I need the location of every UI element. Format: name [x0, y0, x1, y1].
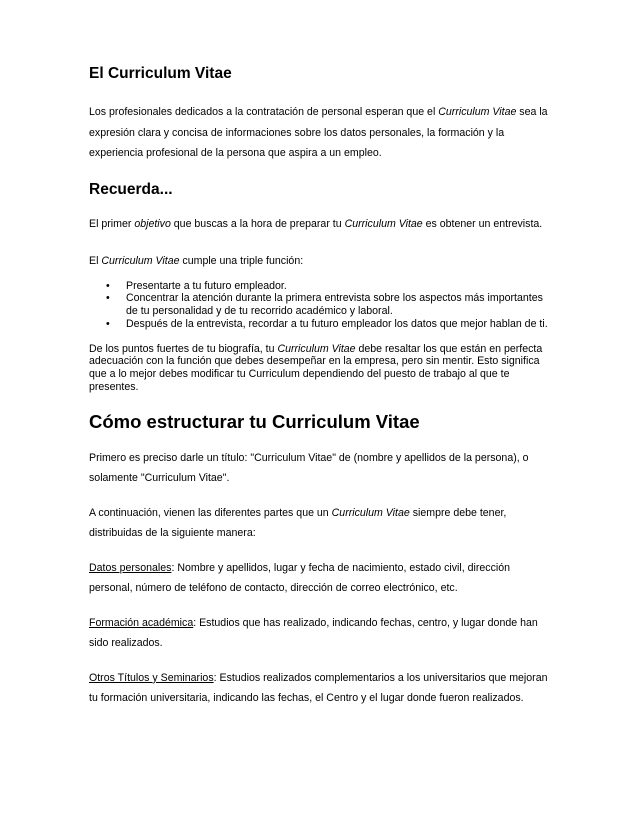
list-item — [89, 292, 549, 318]
list-item-text: Concentrar la atención durante la primera entrevista sobre los aspectos más importantes de tu personalidad y de tu recorrido académico y laboral. — [126, 292, 543, 318]
objective-text-e: es obtener un entrevista. — [422, 217, 543, 230]
list-item-text: Después de la entrevista, recordar a tu futuro empleador los datos que mejor hablan de ti. — [126, 317, 548, 330]
recuerda-heading: Recuerda... — [89, 180, 173, 198]
list-item — [89, 318, 549, 331]
triple-text-c: cumple una triple función: — [179, 255, 304, 267]
section-label: Formación académica — [89, 616, 194, 629]
objective-emphasis-cv: Curriculum Vitae — [344, 217, 423, 230]
triple-function-paragraph — [89, 251, 549, 272]
section-otros-titulos — [89, 668, 549, 709]
intro-text-pre: Los profesionales dedicados a la contratación de personal esperan que el — [89, 106, 439, 118]
strengths-text-c: debe resaltar los que están en perfecta adecuación con la función que debes desempeñar en la empresa, pero sin mentir. Esto significa que a lo mejor debes modificar tu Curriculum dependiendo del puesto de trabajo al que te presentes. — [89, 342, 543, 394]
section-text: : Estudios que has realizado, indicando fechas, centro, y lugar donde han sido realizados. — [89, 616, 538, 650]
functions-list — [89, 280, 549, 331]
parts-text-c: siempre debe tener, distribuidas de la siguiente manera: — [89, 506, 507, 540]
section-label: Otros Títulos y Seminarios — [89, 671, 214, 684]
intro-paragraph — [89, 102, 549, 164]
objective-paragraph — [89, 214, 549, 235]
section-formacion-academica — [89, 613, 549, 654]
triple-text-a: El — [89, 255, 102, 267]
title-paragraph: Primero es preciso darle un título: "Curriculum Vitae" de (nombre y apellidos de la persona), o solamente "Curriculum Vitae". — [89, 451, 529, 485]
bullet-icon: • — [106, 317, 110, 330]
strengths-emphasis: Curriculum Vitae — [277, 342, 356, 355]
parts-paragraph — [89, 503, 549, 544]
parts-emphasis: Curriculum Vitae — [331, 506, 410, 519]
strengths-paragraph — [89, 343, 549, 394]
bullet-icon: • — [106, 279, 110, 292]
objective-text-a: El primer — [89, 217, 135, 230]
intro-emphasis: Curriculum Vitae — [438, 106, 517, 118]
parts-text-a: A continuación, vienen las diferentes partes que un — [89, 506, 332, 519]
strengths-text-a: De los puntos fuertes de tu biografía, tu — [89, 342, 278, 355]
section-text: : Nombre y apellidos, lugar y fecha de nacimiento, estado civil, dirección personal, número de teléfono de contacto, dirección de correo electrónico, etc. — [89, 561, 511, 595]
section-label: Datos personales — [89, 561, 172, 574]
objective-text-c: que buscas a la hora de preparar tu — [170, 217, 345, 230]
list-item — [89, 280, 549, 293]
document-content — [89, 64, 549, 709]
section-datos-personales — [89, 558, 549, 599]
triple-emphasis: Curriculum Vitae — [101, 255, 180, 267]
bullet-icon: • — [106, 292, 110, 305]
structure-heading: Cómo estructurar tu Curriculum Vitae — [89, 410, 420, 432]
intro-text-post: sea la expresión clara y concisa de informaciones sobre los datos personales, la formación y la experiencia profesional de la persona que aspira a un empleo. — [89, 106, 548, 159]
section-text: : Estudios realizados complementarios a los universitarios que mejoran tu formación universitaria, indicando las fechas, el Centro y el lugar donde fueron realizados. — [89, 671, 548, 705]
list-item-text: Presentarte a tu futuro empleador. — [126, 279, 287, 292]
document-title: El Curriculum Vitae — [89, 65, 232, 82]
objective-emphasis-objetivo: objetivo — [134, 217, 171, 230]
